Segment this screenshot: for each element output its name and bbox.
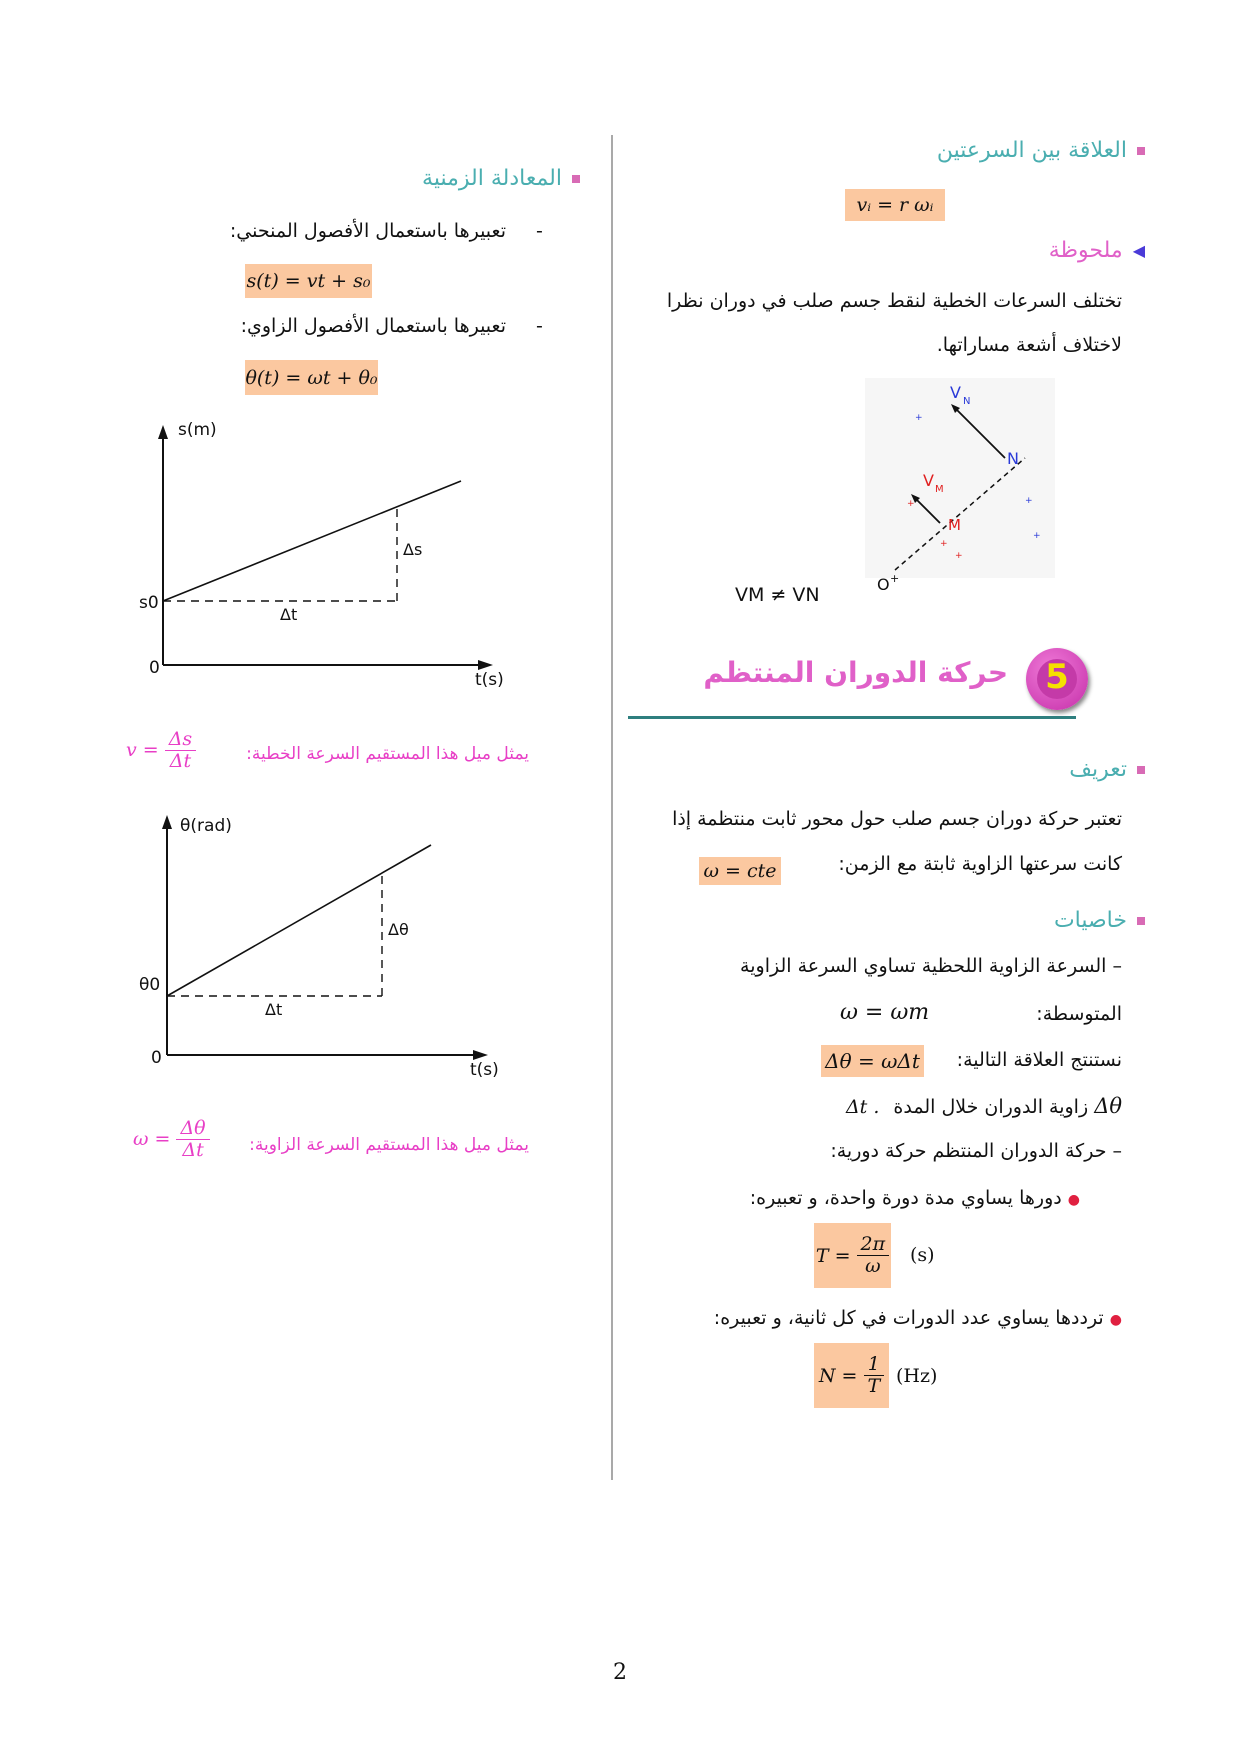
angular-speed-formula <box>133 1118 210 1161</box>
red-bullet-icon: ● <box>1109 1312 1122 1328</box>
linear-speed-numerator: Δs <box>165 729 196 751</box>
delta-theta-symbol: Δθ <box>1094 1094 1122 1118</box>
definition-line-2: كانت سرعتها الزاوية ثابتة مع الزمن: <box>838 853 1122 875</box>
item-2-dash: - <box>536 315 543 337</box>
period-text: دورها يساوي مدة دورة واحدة، و تعبيره: <box>749 1187 1062 1209</box>
bullet-square-icon <box>1137 917 1145 925</box>
y-axis-arrowhead <box>158 425 168 439</box>
period-unit: (s) <box>910 1244 935 1266</box>
chapter-banner <box>628 640 1088 720</box>
property-4-text: – حركة الدوران المنتظم حركة دورية: <box>830 1140 1122 1162</box>
note-line-2: لاختلاف أشعة مساراتها. <box>936 334 1122 356</box>
svg-text:+: + <box>940 539 948 549</box>
relation-heading <box>937 138 1145 163</box>
x-axis-label: t(s) <box>475 670 504 690</box>
chapter-title: حركة الدوران المنتظم <box>703 656 1008 689</box>
column-divider <box>611 135 613 1480</box>
property-2-text: نستنتج العلاقة التالية: <box>956 1049 1122 1071</box>
period-fraction <box>857 1234 890 1277</box>
linear-speed-lhs: v = <box>126 739 159 762</box>
period-numerator: 2π <box>857 1234 890 1256</box>
point-n-label: N <box>1007 449 1019 468</box>
frequency-text: ترددها يساوي عدد الدورات في كل ثانية، و تعبيره: <box>713 1307 1104 1329</box>
vm-subscript: M <box>935 484 944 495</box>
bullet-square-icon <box>1137 147 1145 155</box>
svg-text:+: + <box>915 413 923 423</box>
period-lhs: T = <box>815 1244 851 1267</box>
delta-t-symbol: Δt . <box>845 1096 880 1118</box>
linear-speed-fraction <box>165 729 196 772</box>
y-axis-arrowhead <box>162 815 172 829</box>
property-3-text: زاوية الدوران خلال المدة <box>893 1096 1089 1118</box>
triangle-left-icon: ◀ <box>1132 241 1145 260</box>
frequency-numerator: 1 <box>864 1354 884 1376</box>
item-2-text: تعبيرها باستعمال الأفصول الزاوي: <box>240 315 506 337</box>
time-equation-title: المعادلة الزمنية <box>422 166 562 191</box>
angular-speed-numerator: Δθ <box>176 1118 209 1140</box>
frequency-denominator: T <box>867 1375 881 1397</box>
intercept-label: s0 <box>139 593 159 613</box>
x-axis-arrowhead <box>473 1050 488 1060</box>
note-heading <box>1049 238 1145 263</box>
chapter-badge <box>1026 648 1088 710</box>
bullet-square-icon <box>1137 766 1145 774</box>
point-m-label: M <box>948 516 961 534</box>
caption-linear-speed: يمثل ميل هذا المستقيم السرعة الخطية: <box>246 744 529 764</box>
svg-text:+: + <box>1025 496 1033 506</box>
vn-label: V <box>950 383 961 402</box>
property-1-line-1: – السرعة الزاوية اللحظية تساوي السرعة الزاوية <box>740 955 1122 977</box>
formula-s-of-t: s(t) = vt + s₀ <box>245 264 372 298</box>
definition-line-1: تعتبر حركة دوران جسم صلب حول محور ثابت منتظمة إذا <box>672 808 1122 830</box>
page-number: 2 <box>613 1660 627 1685</box>
chapter-number: 5 <box>1045 657 1069 697</box>
ds-label: Δs <box>403 540 423 559</box>
graph-s-vs-t <box>125 415 515 695</box>
properties-title: خاصيات <box>1053 908 1127 933</box>
y-axis-label: θ(rad) <box>180 816 232 836</box>
dt-label: Δt <box>280 605 298 624</box>
svg-text:+: + <box>1033 531 1041 541</box>
period-formula <box>814 1223 891 1288</box>
relation-title: العلاقة بين السرعتين <box>936 138 1127 163</box>
x-axis-arrowhead <box>478 660 493 670</box>
frequency-lhs: N = <box>818 1364 858 1387</box>
note-title: ملحوظة <box>1048 238 1123 263</box>
property-2-formula: Δθ = ωΔt <box>821 1045 924 1077</box>
red-bullet-icon: ● <box>1067 1192 1080 1208</box>
frequency-unit: (Hz) <box>896 1365 938 1387</box>
angular-speed-denominator: Δt <box>182 1138 204 1161</box>
item-1-dash: - <box>536 220 543 242</box>
definition-formula: ω = cte <box>699 857 781 885</box>
rotation-diagram <box>735 378 1065 608</box>
dt-label: Δt <box>265 1000 283 1019</box>
definition-title: تعريف <box>1069 757 1127 782</box>
origin-label: 0 <box>151 1048 162 1068</box>
graph-theta-vs-t <box>125 805 515 1085</box>
formula-theta-of-t: θ(t) = ωt + θ₀ <box>245 360 378 395</box>
property-1-formula: ω = ωm <box>840 1000 930 1025</box>
chapter-underline <box>628 716 1076 719</box>
item-1-text: تعبيرها باستعمال الأفصول المنحني: <box>229 220 506 242</box>
frequency-line <box>714 1307 1122 1329</box>
bullet-square-icon <box>572 175 580 183</box>
relation-formula: vᵢ = r ωᵢ <box>845 189 945 221</box>
note-line-1: تختلف السرعات الخطية لنقط جسم صلب في دوران نظرا <box>666 290 1122 312</box>
x-axis-label: t(s) <box>470 1060 499 1080</box>
angular-speed-lhs: ω = <box>133 1128 171 1151</box>
property-3-line <box>846 1094 1122 1118</box>
linear-speed-denominator: Δt <box>169 749 192 772</box>
svg-text:+: + <box>955 551 963 561</box>
period-line <box>750 1187 1080 1209</box>
intercept-label: θ0 <box>139 975 161 995</box>
period-denominator: ω <box>865 1255 881 1277</box>
caption-angular-speed: يمثل ميل هذا المستقيم السرعة الزاوية: <box>249 1135 529 1155</box>
vn-subscript: N <box>963 396 971 407</box>
time-equation-heading <box>422 166 580 191</box>
svg-text:+: + <box>907 499 915 509</box>
property-1-line-2: المتوسطة: <box>1036 1003 1122 1025</box>
origin-plus-mark: + <box>890 572 900 585</box>
y-axis-label: s(m) <box>178 420 217 440</box>
angular-speed-fraction <box>176 1118 209 1161</box>
vm-label: V <box>923 471 934 490</box>
frequency-formula <box>814 1343 889 1408</box>
frequency-fraction <box>863 1354 884 1397</box>
dtheta-label: Δθ <box>388 920 409 939</box>
origin-o-label: O <box>877 575 890 594</box>
velocity-inequality: VM ≠ VN <box>735 584 820 606</box>
origin-label: 0 <box>149 658 160 678</box>
properties-heading <box>1054 908 1145 933</box>
definition-heading <box>1069 757 1145 782</box>
linear-speed-formula <box>126 729 196 772</box>
